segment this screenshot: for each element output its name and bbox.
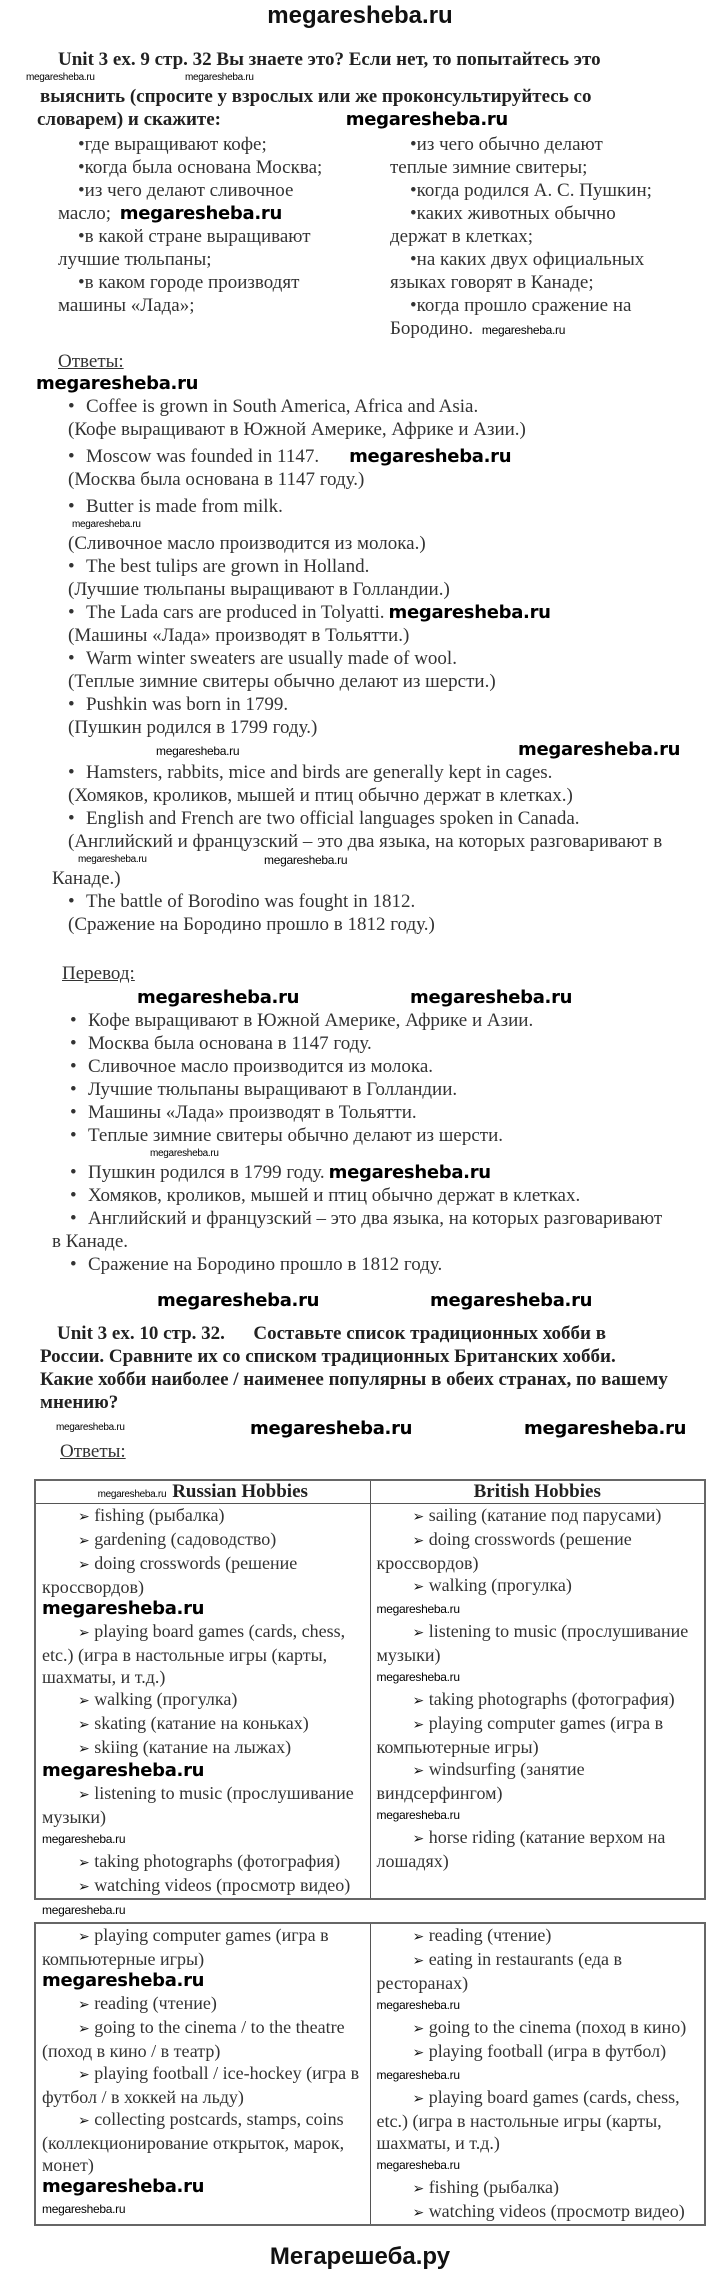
hobby-item (42, 1736, 364, 1760)
translation-item: Кофе выращивают в Южной Америке, Африке и Азии. (88, 1010, 534, 1031)
watermark-row (68, 518, 708, 532)
hobby-text: collecting postcards, stamps, coins (коллекционирование открыток, марок, монет) (42, 2109, 345, 2175)
hobby-item (377, 1620, 699, 1666)
answer-en: • Warm winter sweaters are usually made of wool. (68, 648, 457, 669)
questions-left (58, 133, 368, 342)
answer-ru: (Москва была основана в 1147 году.) (68, 469, 365, 490)
hobby-text: playing football / ice-hockey (игра в футбол / в хоккей на льду) (42, 2063, 360, 2107)
arrow-bullet-icon: ➢ (78, 1509, 95, 1525)
question: •когда была основана Москва; (78, 157, 323, 178)
question: •из чего делают сливочное (78, 180, 294, 201)
hobby-item (42, 1782, 364, 1828)
ex9-heading-line3-row (0, 108, 720, 131)
hobby-text: watching videos (просмотр видео) (94, 1875, 351, 1895)
watermark: megaresheba.ru (376, 1998, 460, 2012)
bullet-icon: • (68, 396, 75, 417)
hobby-text: playing board games (cards, chess, etc.) (игра в настольные игры (карты, шахматы, и т.д.) (42, 1621, 346, 1687)
footer-title[interactable]: Мегарешеба.ру (269, 2243, 451, 2270)
header-russian-hobbies: Russian Hobbies (172, 1481, 308, 1502)
hobby-item (42, 2016, 364, 2062)
hobby-text: doing crosswords (решение кроссвордов) (42, 1553, 298, 1597)
hobby-text: taking photographs (фотография) (428, 1689, 675, 1709)
arrow-bullet-icon: ➢ (78, 2113, 95, 2129)
bullet-icon: • (68, 762, 75, 783)
watermark: megaresheba.ru (42, 1970, 205, 1991)
hobby-item (42, 2062, 364, 2108)
answer-ru: (Сливочное масло производится из молока.) (68, 533, 426, 554)
hobby-text: playing football (игра в футбол) (428, 2041, 667, 2061)
answer-en: • Hamsters, rabbits, mice and birds are generally kept in cages. (68, 762, 553, 783)
hobby-text: walking (прогулка) (428, 1575, 572, 1595)
answers-label: Ответы: (58, 351, 124, 372)
watermark: megaresheba.ru (78, 854, 147, 865)
translation-item: Теплые зимние свитеры обычно делают из шерсти. (88, 1125, 504, 1146)
watermark: megaresheba.ru (481, 323, 566, 337)
bullet-icon: • (70, 1056, 77, 1077)
british-hobbies-list (370, 1504, 705, 1900)
hobby-item (377, 2200, 699, 2224)
arrow-bullet-icon: ➢ (78, 1741, 95, 1757)
hobby-item (42, 1850, 364, 1874)
bullet-icon: • (70, 1208, 77, 1229)
ex9-heading-line3: словарем) и скажите: (37, 109, 222, 130)
hobby-item (42, 2108, 364, 2176)
question-wrap: масло; (58, 203, 112, 224)
question-wrap: языках говорят в Канаде; (390, 272, 594, 293)
watermark-row (0, 373, 720, 395)
answer-en: • Pushkin was born in 1799. (68, 694, 289, 715)
bullet-icon: • (70, 1010, 77, 1031)
answer-ru: (Пушкин родился в 1799 году.) (68, 717, 318, 738)
hobby-text: fishing (рыбалка) (94, 1505, 225, 1525)
arrow-bullet-icon: ➢ (412, 1625, 429, 1641)
watermark: megaresheba.ru (119, 203, 282, 224)
watermark: megaresheba.ru (410, 987, 573, 1008)
hobby-text: skating (катание на коньках) (94, 1713, 309, 1733)
bullet-icon: • (70, 1254, 77, 1275)
question-wrap: держат в клетках; (390, 226, 534, 247)
hobby-item (42, 1552, 364, 1598)
watermark: megaresheba.ru (264, 853, 348, 867)
answers-list (0, 395, 708, 936)
arrow-bullet-icon: ➢ (412, 1763, 429, 1779)
arrow-bullet-icon: ➢ (78, 1717, 95, 1733)
questions-right (368, 133, 720, 342)
watermark: megaresheba.ru (157, 1290, 320, 1311)
bullet-icon: • (70, 1079, 77, 1100)
bullet-icon: • (68, 496, 75, 517)
watermark: megaresheba.ru (349, 446, 512, 467)
bullet-icon: • (68, 446, 75, 467)
answer-en: • Coffee is grown in South America, Africa and Asia. (68, 396, 479, 417)
site-title[interactable]: megaresheba.ru (267, 2, 453, 29)
watermark-row (0, 987, 720, 1009)
arrow-bullet-icon: ➢ (78, 2067, 95, 2083)
arrow-bullet-icon: ➢ (412, 2021, 429, 2037)
hobby-item (42, 1688, 364, 1712)
arrow-bullet-icon: ➢ (412, 2205, 429, 2221)
watermark-row (0, 739, 708, 761)
answer-ru: (Кофе выращивают в Южной Америке, Африке и Азии.) (68, 419, 526, 440)
questions (0, 133, 720, 342)
watermark: megaresheba.ru (42, 2176, 205, 2197)
translation-list (0, 1009, 710, 1276)
hobby-item (42, 1712, 364, 1736)
question: •в каком городе производят (78, 272, 300, 293)
watermark-row (0, 71, 720, 85)
arrow-bullet-icon: ➢ (78, 1879, 95, 1895)
watermark: megaresheba.ru (97, 1489, 167, 1500)
bullet-icon: • (68, 694, 75, 715)
bullet-icon: • (68, 602, 75, 623)
hobby-item (377, 1758, 699, 1804)
watermark: megaresheba.ru (36, 373, 199, 394)
translation-item: Пушкин родился в 1799 году. (88, 1162, 325, 1183)
answer-en: • The best tulips are grown in Holland. (68, 556, 370, 577)
watermark-row (0, 1290, 720, 1312)
hobby-text: gardening (садоводство) (94, 1529, 277, 1549)
watermark: megaresheba.ru (42, 1832, 126, 1846)
watermark-row (0, 1418, 720, 1440)
ex10-heading-line4: мнению? (40, 1392, 119, 1413)
bullet-icon: • (68, 648, 75, 669)
answer-en: • Butter is made from milk. (68, 496, 283, 517)
hobby-item (42, 1874, 364, 1898)
hobby-text: reading (чтение) (94, 1993, 217, 2013)
watermark: megaresheba.ru (185, 72, 254, 83)
ex10-answers-label: Ответы: (60, 1441, 126, 1462)
hobby-text: playing board games (cards, chess, etc.) (игра в настольные игры (карты, шахматы, и т.д.) (376, 2087, 680, 2153)
watermark: megaresheba.ru (137, 987, 300, 1008)
bullet-icon: • (70, 1185, 77, 1206)
arrow-bullet-icon: ➢ (78, 2021, 95, 2037)
question: •каких животных обычно (410, 203, 616, 224)
arrow-bullet-icon: ➢ (412, 1693, 429, 1709)
bullet-icon: • (68, 556, 75, 577)
ex10-heading (0, 1322, 720, 1414)
question-wrap: теплые зимние свитеры; (390, 157, 588, 178)
hobby-item (42, 1924, 364, 1970)
hobby-item (42, 1620, 364, 1688)
watermark: megaresheba.ru (42, 1903, 126, 1917)
bullet-icon: • (68, 808, 75, 829)
hobbies-table-part2 (34, 1922, 706, 2226)
watermark: megaresheba.ru (42, 2202, 126, 2216)
question-wrap: Бородино. (390, 318, 474, 339)
question: •на каких двух официальных (410, 249, 645, 270)
hobby-text: going to the cinema (поход в кино) (428, 2017, 687, 2037)
watermark: megaresheba.ru (150, 1148, 219, 1159)
hobby-text: going to the cinema / to the theatre (поход в кино / в театр) (42, 2017, 345, 2061)
hobby-text: walking (прогулка) (94, 1689, 238, 1709)
question-wrap: лучшие тюльпаны; (58, 249, 212, 270)
arrow-bullet-icon: ➢ (412, 1509, 429, 1525)
watermark: megaresheba.ru (250, 1418, 413, 1439)
watermark: megaresheba.ru (376, 2158, 460, 2172)
watermark-row (0, 1147, 710, 1161)
ex9-heading-line1: Unit 3 ex. 9 стр. 32 Вы знаете это? Если нет, то попытайтесь это (58, 49, 601, 70)
russian-hobbies-list (35, 1504, 370, 1900)
arrow-bullet-icon: ➢ (78, 1855, 95, 1871)
bullet-icon: • (70, 1162, 77, 1183)
hobby-item (377, 1574, 699, 1598)
question: •когда родился А. С. Пушкин; (410, 180, 652, 201)
arrow-bullet-icon: ➢ (412, 1953, 429, 1969)
watermark: megaresheba.ru (388, 602, 551, 623)
watermark: megaresheba.ru (518, 739, 681, 760)
hobby-item (377, 1504, 699, 1528)
question-wrap: машины «Лада»; (58, 295, 195, 316)
translation-item: Сражение на Бородино прошло в 1812 году. (88, 1254, 443, 1275)
hobby-item (377, 1712, 699, 1758)
translation-item: Лучшие тюльпаны выращивают в Голландии. (88, 1079, 458, 1100)
russian-hobbies-list (35, 1923, 370, 2225)
answer-ru: (Теплые зимние свитеры обычно делают из шерсти.) (68, 671, 496, 692)
question: •где выращивают кофе; (78, 134, 267, 155)
answer-en: • Moscow was founded in 1147. megaresheba.ru (68, 446, 512, 467)
hobby-text: playing computer games (игра в компьютерные игры) (376, 1713, 664, 1757)
arrow-bullet-icon: ➢ (412, 1533, 429, 1549)
answer-ru: (Сражение на Бородино прошло в 1812 году.) (68, 914, 435, 935)
bullet-icon: • (70, 1033, 77, 1054)
hobby-text: eating in restaurants (еда в ресторанах) (376, 1949, 623, 1993)
ex10-heading-line2: России. Сравните их со списком традиционных Британских хобби. (40, 1346, 616, 1367)
hobby-text: taking photographs (фотография) (94, 1851, 341, 1871)
hobby-item (377, 2086, 699, 2154)
arrow-bullet-icon: ➢ (78, 1533, 95, 1549)
hobby-text: skiing (катание на лыжах) (94, 1737, 292, 1757)
hobby-text: horse riding (катание верхом на лошадях) (376, 1827, 666, 1871)
arrow-bullet-icon: ➢ (412, 1579, 429, 1595)
watermark: megaresheba.ru (376, 1808, 460, 1822)
watermark: megaresheba.ru (26, 72, 95, 83)
watermark: megaresheba.ru (42, 1760, 205, 1781)
watermark: megaresheba.ru (156, 744, 240, 758)
watermark: megaresheba.ru (376, 1602, 460, 1616)
ex10-heading-line1: Unit 3 ex. 10 стр. 32. Составьте список традиционных хобби в (57, 1323, 606, 1344)
answer-ru: (Лучшие тюльпаны выращивают в Голландии.) (68, 579, 450, 600)
arrow-bullet-icon: ➢ (78, 1693, 95, 1709)
hobby-text: listening to music (прослушивание музыки) (376, 1621, 689, 1665)
watermark: megaresheba.ru (524, 1418, 687, 1439)
arrow-bullet-icon: ➢ (78, 1929, 95, 1945)
translation-item: Машины «Лада» производят в Тольятти. (88, 1102, 417, 1123)
hobby-text: playing computer games (игра в компьютерные игры) (42, 1925, 329, 1969)
answer-en: • The Lada cars are produced in Tolyatti. megaresheba.ru (68, 602, 551, 623)
answer-en: • English and French are two official languages spoken in Canada. (68, 808, 580, 829)
header-british-hobbies: British Hobbies (370, 1480, 705, 1504)
watermark: megaresheba.ru (376, 2068, 460, 2082)
hobby-item (377, 1948, 699, 1994)
hobby-item (42, 1992, 364, 2016)
bullet-icon: • (68, 891, 75, 912)
hobby-item (377, 1688, 699, 1712)
hobby-text: watching videos (просмотр видео) (428, 2201, 685, 2221)
answer-ru: (Хомяков, кроликов, мышей и птиц обычно держат в клетках.) (68, 785, 573, 806)
question: •из чего обычно делают (410, 134, 603, 155)
arrow-bullet-icon: ➢ (412, 1831, 429, 1847)
watermark: megaresheba.ru (430, 1290, 593, 1311)
arrow-bullet-icon: ➢ (412, 2091, 429, 2107)
hobby-text: doing crosswords (решение кроссвордов) (376, 1529, 632, 1573)
arrow-bullet-icon: ➢ (412, 2045, 429, 2061)
hobby-item (377, 1528, 699, 1574)
hobbies-table-part1 (34, 1479, 706, 1900)
answer-ru: (Английский и французский – это два языка, на которых разговаривают в (68, 831, 663, 852)
ex10-heading-line3: Какие хобби наиболее / наименее популярны в обеих странах, по вашему (40, 1369, 668, 1390)
watermark-row (0, 853, 708, 867)
question-wrap-row (58, 202, 368, 225)
watermark: megaresheba.ru (72, 519, 141, 530)
ex9-heading (0, 48, 720, 131)
hobby-item (377, 2176, 699, 2200)
arrow-bullet-icon: ➢ (412, 2181, 429, 2197)
watermark: megaresheba.ru (376, 1670, 460, 1684)
answer-ru-wrap: Канаде.) (52, 868, 121, 889)
bullet-icon: • (70, 1102, 77, 1123)
hobby-text: reading (чтение) (428, 1925, 552, 1945)
hobby-item (377, 1826, 699, 1872)
translation-item: Москва была основана в 1147 году. (88, 1033, 372, 1054)
translation-item: Сливочное масло производится из молока. (88, 1056, 434, 1077)
hobby-text: fishing (рыбалка) (428, 2177, 560, 2197)
header-russian-hobbies-cell (35, 1480, 370, 1504)
hobby-text: sailing (катание под парусами) (428, 1505, 662, 1525)
watermark-row (0, 1902, 720, 1918)
watermark: megaresheba.ru (56, 1422, 125, 1433)
bullet-icon: • (70, 1125, 77, 1146)
arrow-bullet-icon: ➢ (78, 1557, 95, 1573)
watermark: megaresheba.ru (345, 109, 508, 130)
hobby-item (42, 1528, 364, 1552)
hobby-item (42, 1504, 364, 1528)
watermark: megaresheba.ru (42, 1598, 205, 1619)
question: •в какой стране выращивают (78, 226, 311, 247)
british-hobbies-list (370, 1923, 705, 2225)
arrow-bullet-icon: ➢ (412, 1717, 429, 1733)
translation-item: Хомяков, кроликов, мышей и птиц обычно держат в клетках. (88, 1185, 581, 1206)
arrow-bullet-icon: ➢ (78, 1997, 95, 2013)
translation-wrap: в Канаде. (52, 1231, 129, 1252)
answer-ru: (Машины «Лада» производят в Тольятти.) (68, 625, 410, 646)
translation-item: Английский и французский – это два языка, на которых разговаривают (88, 1208, 663, 1229)
hobby-text: windsurfing (занятие виндсерфингом) (376, 1759, 585, 1803)
watermark: megaresheba.ru (328, 1162, 491, 1183)
hobby-item (377, 2040, 699, 2064)
arrow-bullet-icon: ➢ (78, 1787, 95, 1803)
question: •когда прошло сражение на (410, 295, 632, 316)
hobby-text: listening to music (прослушивание музыки) (42, 1783, 354, 1827)
question-wrap-row (390, 317, 720, 342)
arrow-bullet-icon: ➢ (78, 1625, 95, 1641)
arrow-bullet-icon: ➢ (412, 1929, 429, 1945)
translation-label: Перевод: (62, 963, 135, 984)
answer-en: • The battle of Borodino was fought in 1812. (68, 891, 416, 912)
ex9-heading-line2: выяснить (спросите у взрослых или же проконсультируйтесь со (40, 86, 592, 107)
hobby-item (377, 1924, 699, 1948)
hobby-item (377, 2016, 699, 2040)
